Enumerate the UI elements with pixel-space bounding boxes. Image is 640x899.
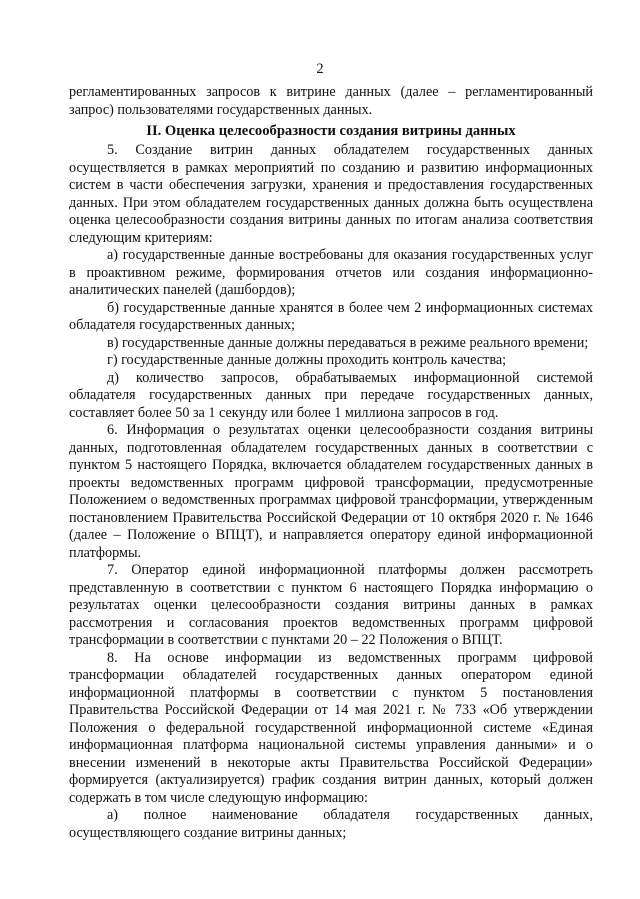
criterion-a: а) государственные данные востребованы для оказания государственных услуг в проактивном режиме, формирования отчетов или создания информационно-аналитических панелей (дашбордов);	[69, 247, 593, 298]
criterion-d: д) количество запросов, обрабатываемых информационной системой обладателя государственных данных при передаче государственных данных, составляет более 50 за 1 секунду или более 1 миллиона запросов в год.	[69, 369, 593, 421]
paragraph-8: 8. На основе информации из ведомственных программ цифровой трансформации обладателей государственных данных оператором единой информационной платформы в соответствии с пунктом 5 постановления Правительства Российской Федерации от 14 мая 2021 г. № 733 «Об утверждении Положения о федеральной государственной информационной системе «Единая информационная платформа национальной системы управления данными» и о внесении изменений в некоторые акты Правительства Российской Федерации» формируется (актуализируется) график создания витрин данных, который должен содержать в том числе следующую информацию:	[69, 649, 593, 806]
document-body	[69, 84, 593, 842]
section-title: II. Оценка целесообразности создания витрины данных	[146, 123, 516, 139]
paragraph-7: 7. Оператор единой информационной платформы должен рассмотреть представленную в соответствии с пунктом 6 настоящего Порядка информацию о результатах оценки целесообразности создания витрины данных в рамках рассмотрения и согласования проектов ведомственных программ цифровой трансформации в соответствии с пунктами 20 – 22 Положения о ВПЦТ.	[69, 562, 593, 648]
paragraph-6: 6. Информация о результатах оценки целесообразности создания витрины данных, подготовленная обладателем государственных данных в соответствии с пунктом 5 настоящего Порядка, включается обладателем государственных данных в проекты ведомственных программ цифровой трансформации, предусмотренные Положением о ведомственных программах цифровой трансформации, утвержденным постановлением Правительства Российской Федерации от 10 октября 2020 г. № 1646 (далее – Положение о ВПЦТ), и направляется оператору единой информационной платформы.	[69, 422, 593, 561]
criterion-g: г) государственные данные должны проходить контроль качества;	[107, 352, 507, 368]
criterion-b: б) государственные данные хранятся в более чем 2 информационных системах обладателя государственных данных;	[69, 299, 593, 333]
criterion-v: в) государственные данные должны передаваться в режиме реального времени;	[107, 334, 589, 351]
continuation-paragraph: регламентированных запросов к витрине данных (далее – регламентированный запрос) пользователями государственных данных.	[69, 84, 593, 118]
paragraph-5: 5. Создание витрин данных обладателем государственных данных осуществляется в рамках мероприятий по созданию и развитию информационных систем в части обеспечения загрузки, хранения и предоставления государственных данных. При этом обладателем государственных данных должна быть осуществлена оценка целесообразности создания витрины данных по итогам анализа соответствия следующим критериям:	[69, 142, 593, 246]
page-number: 2	[316, 61, 324, 77]
item-a-full-name: а) полное наименование обладателя государственных данных, осуществляющего создание витрины данных;	[69, 807, 593, 841]
